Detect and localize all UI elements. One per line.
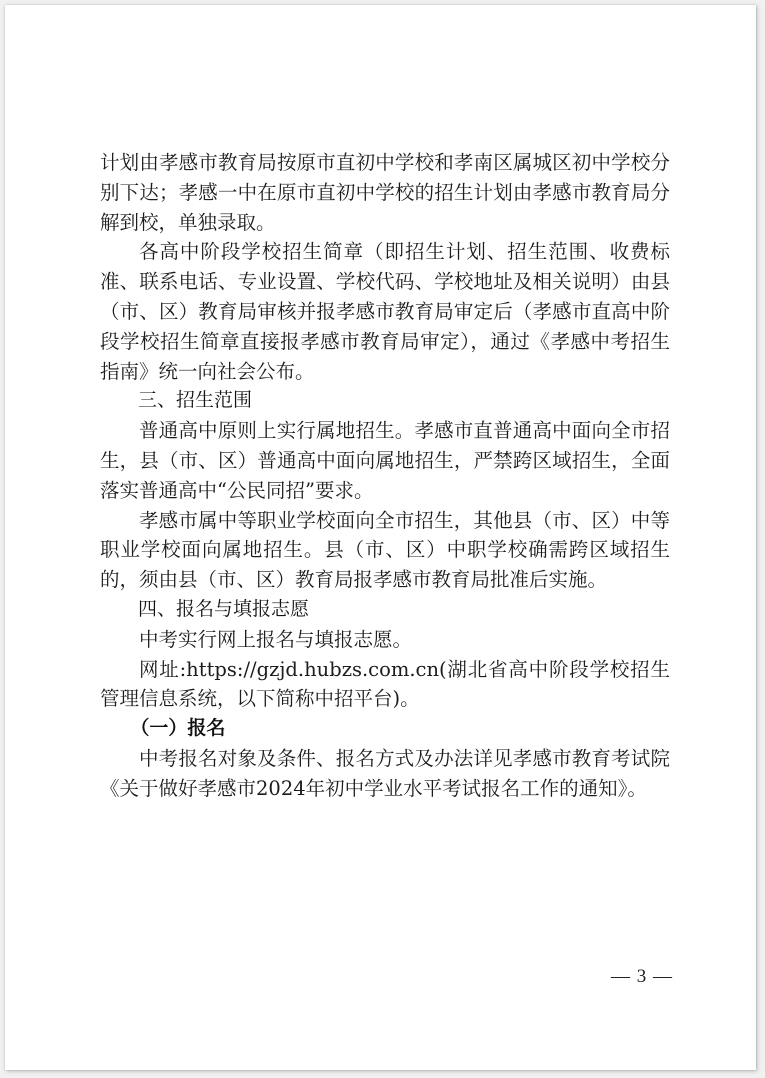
section-heading-enrollment-scope: 三、招生范围 xyxy=(138,389,253,412)
paragraph-plan-distribution: 计划由孝感市教育局按原市直初中学校和孝南区属城区初中学校分别下达；孝感一中在原市直初中学校的招生计划由孝感市教育局分解到校，单独录取。 xyxy=(100,151,670,234)
paragraph-vocational-school-scope: 孝感市属中等职业学校面向全市招生，其他县（市、区）中等职业学校面向属地招生。县（市、区）中职学校确需跨区域招生的，须由县（市、区）教育局报孝感市教育局批准后实施。 xyxy=(100,508,670,592)
paragraph-admission-brochure: 各高中阶段学校招生简章（即招生计划、招生范围、收费标准、联系电话、专业设置、学校代码、学校地址及相关说明）由县（市、区）教育局审核并报孝感市教育局审定后（孝感市直高中阶段学校招生简章直接报孝感市教育局审定），通过《孝感中考招生指南》统一向社会公布。 xyxy=(100,240,670,383)
document-page xyxy=(5,5,756,1070)
paragraph-registration-details: 中考报名对象及条件、报名方式及办法详见孝感市教育考试院《关于做好孝感市2024年初中学业水平考试报名工作的通知》。 xyxy=(100,746,670,800)
paragraph-online-registration: 中考实行网上报名与填报志愿。 xyxy=(139,627,413,651)
paragraph-website: 网址:https://gzjd.hubzs.com.cn(湖北省高中阶段学校招生管理信息系统，以下简称中招平台)。 xyxy=(100,657,670,711)
page-number: — 3 — xyxy=(611,966,673,987)
document-body xyxy=(100,148,670,804)
paragraph-general-high-school-scope: 普通高中原则上实行属地招生。孝感市直普通高中面向全市招生，县（市、区）普通高中面向属地招生，严禁跨区域招生，全面落实普通高中“公民同招”要求。 xyxy=(100,419,670,502)
section-heading-registration: 四、报名与填报志愿 xyxy=(138,597,310,620)
subheading-registration: （一）报名 xyxy=(130,717,226,740)
